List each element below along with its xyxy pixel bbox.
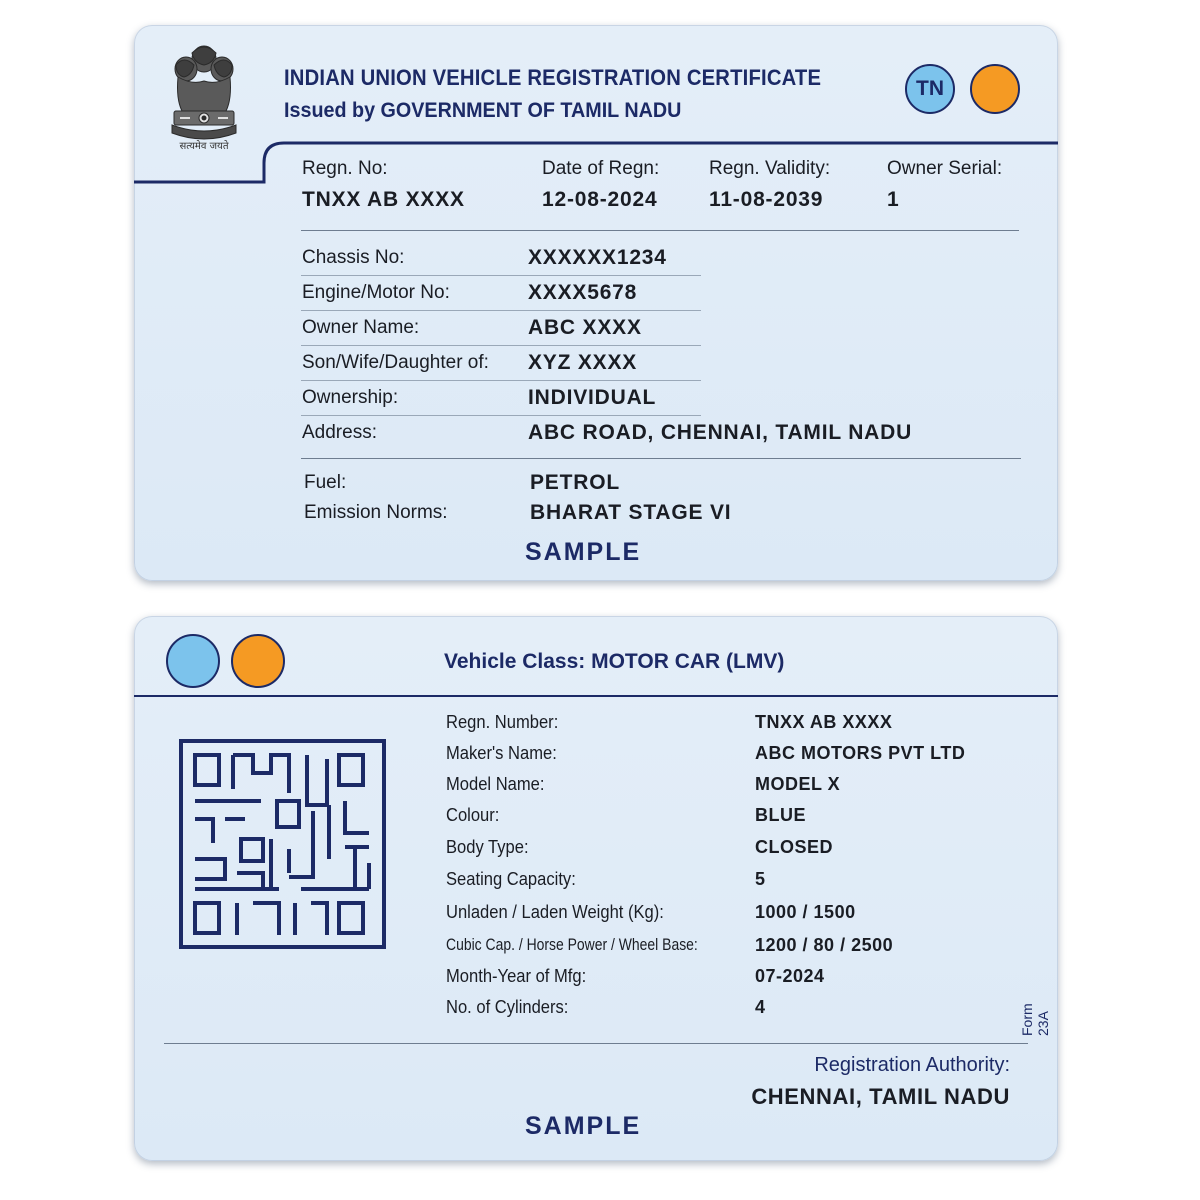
emission-norms-value: BHARAT STAGE VI	[530, 501, 732, 524]
orange-dot-icon	[970, 64, 1020, 114]
row-divider	[301, 345, 701, 346]
regn-validity-value: 11-08-2039	[709, 188, 824, 211]
ownership-value: INDIVIDUAL	[528, 386, 657, 409]
registration-authority-value: CHENNAI, TAMIL NADU	[751, 1084, 1010, 1109]
emission-norms-label: Emission Norms:	[304, 502, 448, 523]
model-name-label: Model Name:	[446, 774, 545, 794]
national-emblem-icon	[164, 39, 244, 151]
capacity-power-wheelbase-label: Cubic Cap. / Horse Power / Wheel Base:	[446, 935, 698, 954]
row-divider	[301, 415, 701, 416]
chassis-no-label: Chassis No:	[302, 247, 405, 268]
section-divider	[301, 230, 1019, 231]
engine-no-value: XXXX5678	[528, 281, 638, 304]
colour-value: BLUE	[755, 805, 806, 825]
row-divider	[301, 380, 701, 381]
engine-no-label: Engine/Motor No:	[302, 282, 450, 303]
capacity-power-wheelbase-value: 1200 / 80 / 2500	[755, 935, 894, 955]
regn-no-label: Regn. No:	[302, 158, 388, 179]
cylinders-value: 4	[755, 997, 766, 1017]
model-name-value: MODEL X	[755, 774, 841, 794]
date-of-regn-label: Date of Regn:	[542, 158, 660, 179]
body-type-label: Body Type:	[446, 837, 529, 857]
makers-name-label: Maker's Name:	[446, 743, 557, 763]
rc-back-card	[134, 616, 1058, 1161]
owner-name-label: Owner Name:	[302, 317, 420, 338]
body-type-value: CLOSED	[755, 837, 834, 857]
date-of-regn-value: 12-08-2024	[542, 188, 658, 211]
rc-front-card	[134, 25, 1058, 581]
regn-no-value: TNXX AB XXXX	[302, 188, 465, 211]
fuel-value: PETROL	[530, 471, 620, 494]
row-divider	[301, 310, 701, 311]
ownership-label: Ownership:	[302, 387, 399, 408]
owner-name-value: ABC XXXX	[528, 316, 642, 339]
relation-value: XYZ XXXX	[528, 351, 638, 374]
owner-serial-label: Owner Serial:	[887, 158, 1003, 179]
mfg-month-year-value: 07-2024	[755, 966, 825, 986]
footer-divider	[164, 1043, 1028, 1044]
section-divider	[301, 458, 1021, 459]
address-value: ABC ROAD, CHENNAI, TAMIL NADU	[528, 421, 913, 444]
mfg-month-year-label: Month-Year of Mfg:	[446, 966, 587, 986]
weight-value: 1000 / 1500	[755, 902, 856, 922]
address-label: Address:	[302, 422, 377, 443]
regn-number-value: TNXX AB XXXX	[755, 712, 893, 732]
sample-watermark: SAMPLE	[525, 538, 642, 566]
certificate-title: INDIAN UNION VEHICLE REGISTRATION CERTIFICATE	[284, 65, 822, 90]
weight-label: Unladen / Laden Weight (Kg):	[446, 902, 664, 922]
vehicle-class: Vehicle Class: MOTOR CAR (LMV)	[444, 650, 785, 673]
row-divider	[301, 275, 701, 276]
chassis-no-value: XXXXXX1234	[528, 246, 667, 269]
makers-name-value: ABC MOTORS PVT LTD	[755, 743, 966, 763]
orange-dot-icon	[231, 634, 285, 688]
regn-number-label: Regn. Number:	[446, 712, 559, 732]
issuer-line: Issued by GOVERNMENT OF TAMIL NADU	[284, 99, 682, 122]
form-number: Form 23A	[1019, 1003, 1051, 1036]
qr-code-icon	[179, 739, 386, 949]
blue-dot-icon	[166, 634, 220, 688]
seating-capacity-label: Seating Capacity:	[446, 869, 576, 889]
header-divider	[134, 695, 1058, 697]
emblem-motto: सत्यमेव जयते	[179, 141, 229, 152]
sample-watermark: SAMPLE	[525, 1112, 642, 1140]
cylinders-label: No. of Cylinders:	[446, 997, 569, 1017]
owner-serial-value: 1	[887, 188, 900, 211]
registration-authority-label: Registration Authority:	[814, 1054, 1010, 1076]
seating-capacity-value: 5	[755, 869, 766, 889]
relation-label: Son/Wife/Daughter of:	[302, 352, 489, 373]
fuel-label: Fuel:	[304, 472, 347, 493]
regn-validity-label: Regn. Validity:	[709, 158, 831, 179]
colour-label: Colour:	[446, 805, 500, 825]
state-badge: TN	[905, 64, 955, 114]
